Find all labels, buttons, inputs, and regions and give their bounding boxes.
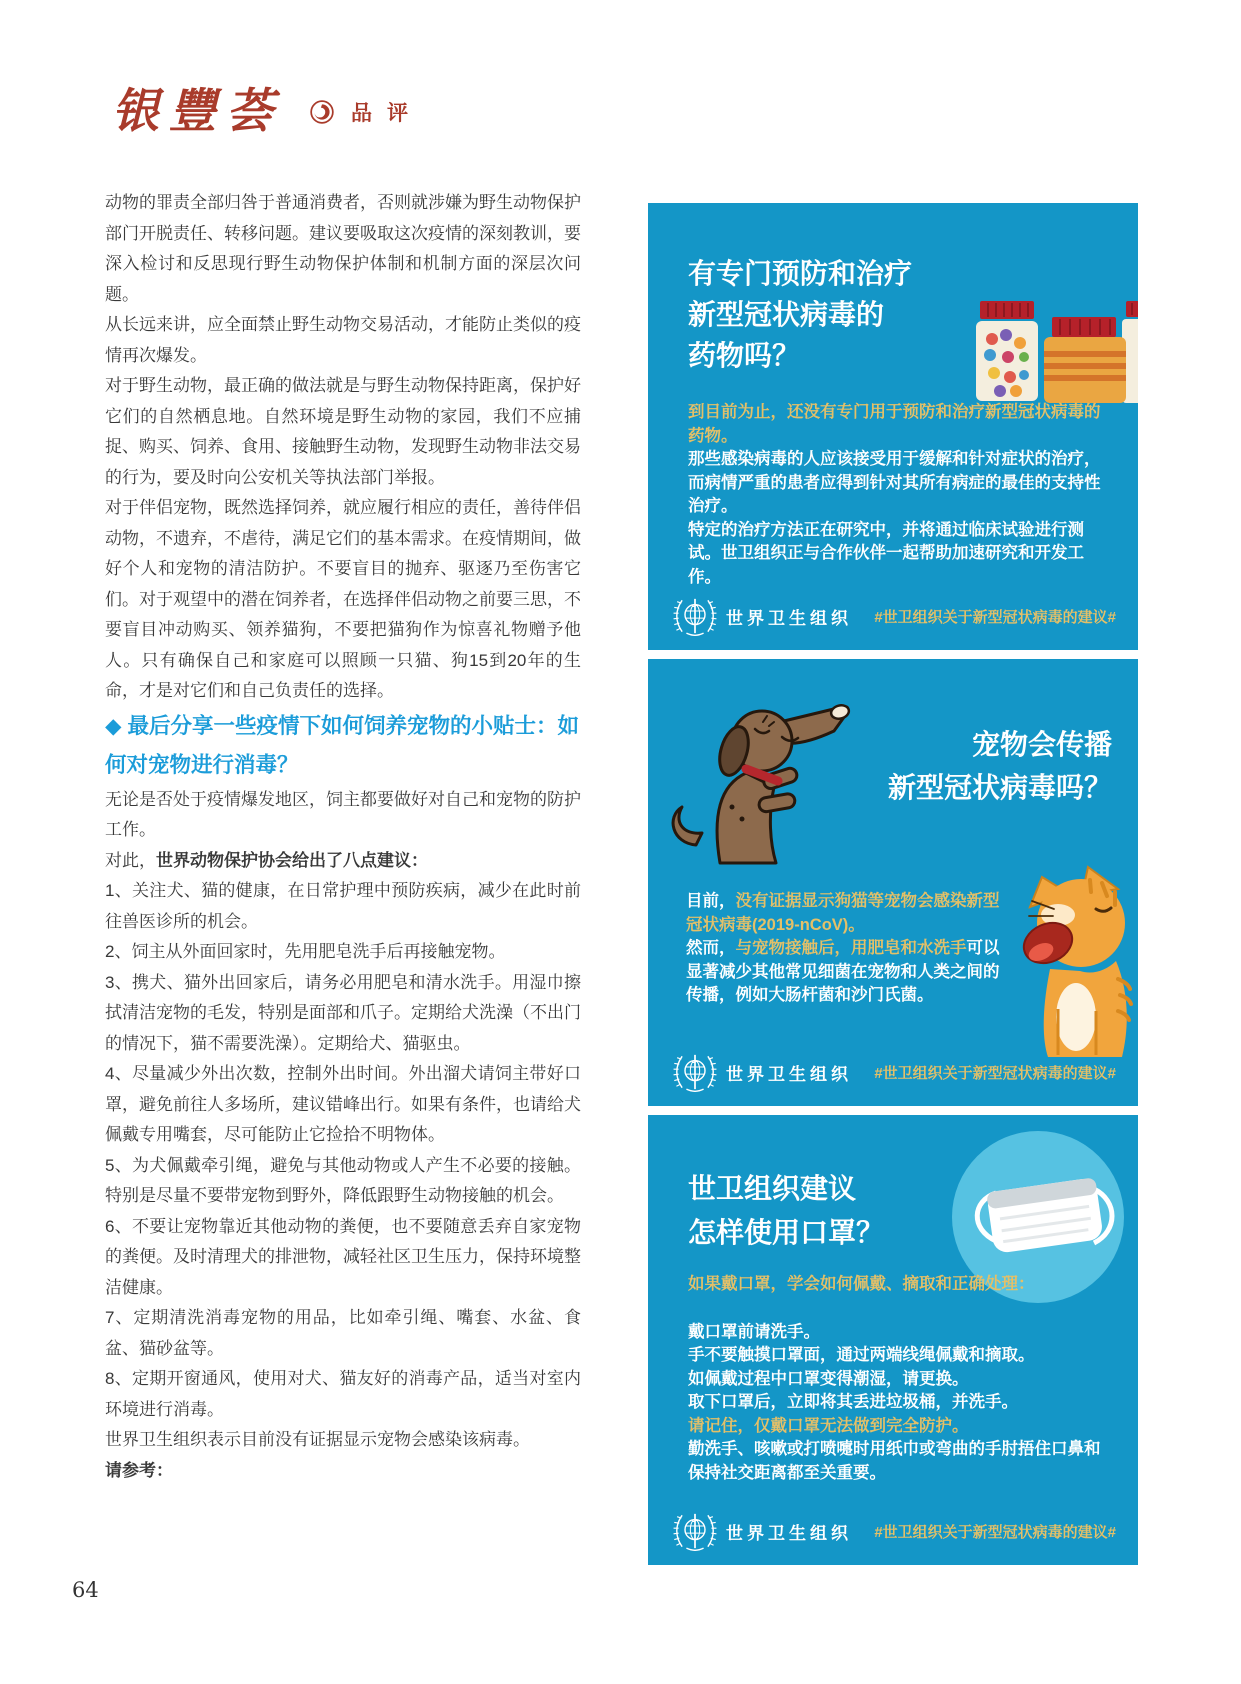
card-body-line: 如果戴口罩，学会如何佩戴、摘取和正确处理： <box>688 1275 1035 1293</box>
card-body <box>688 1273 1112 1485</box>
card-body-line: 特定的治疗方法正在研究中，并将通过临床试验进行测试。世卫组织正与合作伙伴一起帮助加速研究和开发工作。 <box>688 520 1084 586</box>
article-paragraph: 从长远来讲，应全面禁止野生动物交易活动，才能防止类似的疫情再次爆发。 <box>105 315 581 365</box>
advice-item: 8、定期开窗通风，使用对犬、猫友好的消毒产品，适当对室内环境进行消毒。 <box>105 1369 581 1419</box>
card-title-line: 宠物会传播 <box>971 729 1112 760</box>
section-heading-text: 最后分享一些疫情下如何饲养宠物的小贴士：如何对宠物进行消毒？ <box>105 713 580 777</box>
masthead-logo <box>112 84 423 139</box>
advice-intro-prefix: 对此， <box>105 850 156 870</box>
section-heading <box>105 707 581 785</box>
card-body-line: 目前，没有证据显示狗猫等宠物会感染新型冠状病毒(2019-nCoV)。 <box>686 892 1000 934</box>
article-paragraph: 对于伴侣宠物，既然选择饲养，就应履行相应的责任，善待伴侣动物，不遗弃，不虐待，满足它们的基本需求。在疫情期间，做好个人和宠物的清洁防护。不要盲目的抛弃、驱逐乃至伤害它们。对于观望中的潜在饲养者，在选择伴侣动物之前要三思，不要盲目冲动购买、领养猫狗，不要把猫狗作为惊喜礼物赠予他人。只有确保自己和家庭可以照顾一只猫、狗15到20年的生命，才是对它们和自己负责任的选择。 <box>105 498 581 700</box>
article-column <box>105 188 581 1486</box>
card-title <box>688 253 912 376</box>
reference-label: 请参考： <box>105 1460 173 1480</box>
advice-item: 6、不要让宠物靠近其他动物的粪便，也不要随意丢弃自家宠物的粪便。及时清理犬的排泄物，减轻社区卫生压力，保持环境整洁健康。 <box>105 1216 581 1297</box>
card-footer <box>672 1511 1116 1551</box>
brand-suffix: 品评 <box>351 99 423 125</box>
yawning-cat-illustration <box>984 859 1134 1059</box>
advice-item: 7、定期清洗消毒宠物的用品，比如牵引绳、嘴套、水盆、食盆、猫砂盆等。 <box>105 1308 581 1358</box>
who-org-label: 世界卫生组织 <box>726 608 852 628</box>
card-title-line: 新型冠状病毒的 <box>688 299 885 330</box>
advice-item: 4、尽量减少外出次数，控制外出时间。外出溜犬请饲主带好口罩，避免前往人多场所，建议错峰出行。如果有条件，也请给犬佩戴专用嘴套，尽可能防止它捡拾不明物体。 <box>105 1064 581 1144</box>
card-body-line: 勤洗手、咳嗽或打喷嚏时用纸巾或弯曲的手肘捂住口鼻和保持社交距离都至关重要。 <box>688 1440 1101 1482</box>
card-footer <box>672 596 1116 636</box>
swirl-icon <box>309 99 335 125</box>
who-hashtag: #世卫组织关于新型冠状病毒的建议# <box>874 1064 1116 1082</box>
card-body-line: 到目前为止，还没有专门用于预防和治疗新型冠状病毒的药物。 <box>688 403 1101 445</box>
advice-intro <box>105 846 581 877</box>
card-body-line: 那些感染病毒的人应该接受用于缓解和针对症状的治疗，而病情严重的患者应得到针对其所有病症的最佳的支持性治疗。 <box>688 450 1101 515</box>
card-title-line: 怎样使用口罩？ <box>688 1217 885 1248</box>
article-paragraph: 对于野生动物，最正确的做法就是与野生动物保持距离，保护好它们的自然栖息地。自然环境是野生动物的家园，我们不应捕捉、购买、饲养、食用、接触野生动物，发现野生动物非法交易的行为，要及时向公安机关等执法部门举报。 <box>105 376 581 487</box>
card-title-line: 有专门预防和治疗 <box>688 258 913 289</box>
card-body-line: 手不要触摸口罩面，通过两端线绳佩戴和摘取。 <box>688 1346 1035 1364</box>
card-body-line: 取下口罩后，立即将其丢进垃圾桶，并洗手。 <box>688 1393 1018 1411</box>
card-body <box>688 401 1104 589</box>
card-body-line: 戴口罩前请洗手。 <box>688 1322 820 1341</box>
card-footer <box>672 1052 1116 1092</box>
card-body-line: 请记住，仅戴口罩无法做到完全防护。 <box>688 1416 969 1435</box>
page-number: 64 <box>72 1578 99 1602</box>
who-card-medicine <box>648 203 1138 650</box>
advice-item: 1、关注犬、猫的健康，在日常护理中预防疾病，减少在此时前往兽医诊所的机会。 <box>105 881 581 931</box>
who-emblem-icon <box>672 596 718 636</box>
advice-item: 3、携犬、猫外出回家后，请务必用肥皂和清水洗手。用湿巾擦拭清洁宠物的毛发，特别是面部和爪子。定期给犬洗澡（不出门的情况下，猫不需要洗澡）。定期给犬、猫驱虫。 <box>105 972 581 1053</box>
diamond-marker-icon: ◆ <box>105 713 122 738</box>
card-body <box>686 890 1000 1008</box>
who-emblem-icon <box>672 1052 718 1092</box>
card-title-line: 世卫组织建议 <box>688 1173 857 1204</box>
who-cards-column <box>648 203 1138 1574</box>
article-paragraph: 动物的罪责全部归咎于普通消费者，否则就涉嫌为野生动物保护部门开脱责任、转移问题。建议要吸取这次疫情的深刻教训，要深入检讨和反思现行野生动物保护体制和机制方面的深层次问题。 <box>105 193 581 304</box>
card-title <box>888 723 1112 809</box>
card-title-line: 新型冠状病毒吗？ <box>887 772 1112 803</box>
card-body-line: 然而，与宠物接触后，用肥皂和水洗手可以显著减少其他常见细菌在宠物和人类之间的传播，例如大肠杆菌和沙门氏菌。 <box>686 939 1000 1004</box>
who-card-mask <box>648 1115 1138 1565</box>
who-hashtag: #世卫组织关于新型冠状病毒的建议# <box>874 1523 1116 1541</box>
card-title <box>688 1167 884 1255</box>
card-body-line: 如佩戴过程中口罩变得潮湿，请更换。 <box>688 1369 969 1388</box>
who-org-label: 世界卫生组织 <box>726 1523 852 1543</box>
brand-wordmark: 银豐荟 <box>112 84 283 139</box>
advice-item: 5、为犬佩戴牵引绳，避免与其他动物或人产生不必要的接触。特别是尽量不要带宠物到野外，降低跟野生动物接触的机会。 <box>105 1155 581 1205</box>
card-title-line: 药物吗？ <box>688 340 801 371</box>
who-emblem-icon <box>672 1511 718 1551</box>
dachshund-dog-illustration <box>662 687 852 872</box>
who-hashtag: #世卫组织关于新型冠状病毒的建议# <box>874 608 1116 626</box>
article-paragraph: 无论是否处于疫情爆发地区，饲主都要做好对自己和宠物的防护工作。 <box>105 789 581 839</box>
who-card-pets <box>648 659 1138 1106</box>
medicine-bottles-illustration <box>966 299 1138 404</box>
advice-intro-bold: 世界动物保护协会给出了八点建议： <box>156 850 428 870</box>
advice-item: 2、饲主从外面回家时，先用肥皂洗手后再接触宠物。 <box>105 942 506 961</box>
article-closing: 世界卫生组织表示目前没有证据显示宠物会感染该病毒。 <box>105 1430 530 1449</box>
who-org-label: 世界卫生组织 <box>726 1064 852 1084</box>
